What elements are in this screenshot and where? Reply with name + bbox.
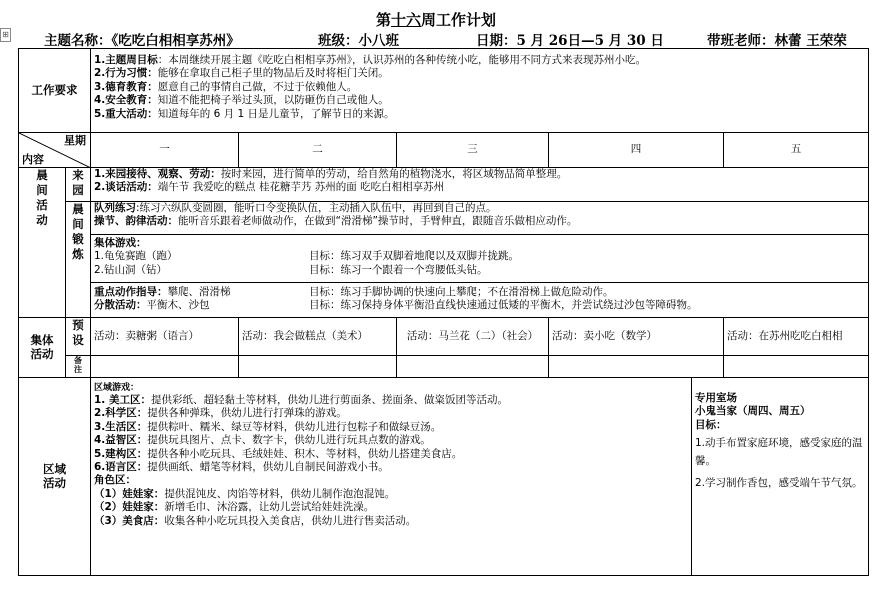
work-requirements-row bbox=[19, 49, 869, 133]
drill-item: 队列练习:练习六纵队变圆圈，能听口令变换队伍，主动插入队伍中，再回到自己的点。 bbox=[94, 202, 497, 214]
area-activity-row bbox=[19, 378, 869, 576]
work-req-content bbox=[91, 49, 869, 133]
arrival-label: 来园 bbox=[66, 168, 91, 202]
activity-tue: 活动：我会做糕点（美术） bbox=[239, 318, 397, 356]
roles-head: 角色区： bbox=[94, 474, 136, 487]
area-activity-label: 区域活动 bbox=[19, 378, 91, 576]
class-name: 班级：小八班 bbox=[318, 33, 399, 49]
work-req-label: 工作要求 bbox=[19, 49, 91, 133]
arrival-content bbox=[91, 168, 869, 202]
theme-name: 主题名称：《吃吃白相相享苏州》 bbox=[44, 33, 240, 49]
days-header-row bbox=[19, 133, 869, 168]
drill-row bbox=[19, 202, 869, 235]
role-item: （1）娃娃家：提供混饨皮、肉馅等材料，供幼儿制作泡泡混饨。 bbox=[94, 487, 396, 500]
special-room-title: 专用室场 bbox=[695, 392, 737, 404]
content-label: 内容 bbox=[22, 152, 44, 166]
activity-thu: 活动：卖小吃（数学） bbox=[549, 318, 724, 356]
day-content-diagonal-cell bbox=[19, 133, 91, 168]
role-item: （2）娃娃家：新增毛巾、沐浴露，让幼儿尝试给娃娃洗澡。 bbox=[94, 501, 375, 514]
group-games-row bbox=[19, 235, 869, 283]
special-room-name: 小鬼当家（周四、周五） bbox=[695, 405, 811, 418]
group-game-item: 2.钻山洞（钻） 目标：练习一个跟着一个弯腰低头钻。 bbox=[94, 263, 488, 276]
key-guide-item: 重点动作指导：攀爬、滑滑梯 目标：练习手脚协调的快速向上攀爬；不在滑滑梯上做危险动作。 bbox=[94, 286, 614, 298]
exercise-label: 晨间锻炼 bbox=[66, 202, 91, 318]
rhythm-item: 操节、韵律活动：能听音乐跟着老师做动作，在做到“滑滑梯”操节时，手臂伸直，跟随音乐做相应动作。 bbox=[94, 215, 578, 228]
morning-label: 晨间活动 bbox=[19, 168, 66, 318]
zone-item: 1. 美工区：提供彩纸、超轻黏土等材料，供幼儿进行剪面条、搓面条、做粢饭团等活动。 bbox=[94, 394, 508, 406]
note-label: 备注 bbox=[66, 356, 91, 378]
activity-wed: 活动：马兰花（二）（社会） bbox=[397, 318, 549, 356]
special-room-goal: 2.学习制作香包，感受端午节气氛。 bbox=[695, 477, 863, 490]
day-header-wed: 三 bbox=[397, 133, 549, 168]
table-anchor-icon[interactable]: ⊞ bbox=[0, 28, 11, 42]
key-guide-row bbox=[19, 283, 869, 318]
special-room-content bbox=[692, 378, 869, 576]
zone-item: 6.语言区：提供画纸、蜡笔等材料，供幼儿自制民间游戏小书。 bbox=[94, 461, 389, 474]
key-guide-content bbox=[91, 283, 869, 318]
work-req-item: 2.行为习惯：能够在拿取自己柜子里的物品后及时将柜门关闭。 bbox=[94, 67, 389, 80]
note-tue bbox=[239, 356, 397, 378]
role-item: （3）美食店：收集各种小吃玩具投入美食店，供幼儿进行售卖活动。 bbox=[94, 514, 417, 527]
day-header-mon: 一 bbox=[91, 133, 239, 168]
zone-item: 5.建构区：提供各种小吃玩具、毛绒娃娃、积木、等材料，供幼儿搭建美食店。 bbox=[94, 447, 463, 460]
special-room-goal-label: 目标： bbox=[695, 418, 727, 431]
area-games-head: 区域游戏： bbox=[94, 383, 140, 393]
zone-item: 2.科学区：提供各种弹珠，供幼儿进行打弹珠的游戏。 bbox=[94, 407, 347, 420]
preset-label: 预设 bbox=[66, 318, 91, 356]
dispersed-item: 分散活动：平衡木、沙包 目标：练习保持身体平衡沿直线快速通过低矮的平衡木，并尝试绕过沙包等障碍物。 bbox=[94, 299, 698, 312]
week-number: 十六 bbox=[390, 11, 421, 29]
area-games-content bbox=[91, 378, 692, 576]
note-row bbox=[19, 356, 869, 378]
note-fri bbox=[724, 356, 869, 378]
day-label: 星期 bbox=[64, 134, 86, 147]
work-req-item: 4.安全教育：知道不能把椅子举过头顶，以防砸伤自己或他人。 bbox=[94, 94, 389, 107]
zone-item: 4.益智区：提供玩具图片、点卡、数字卡，供幼儿进行玩具点数的游戏。 bbox=[94, 434, 431, 447]
day-header-tue: 二 bbox=[239, 133, 397, 168]
weekly-plan-table bbox=[18, 48, 869, 576]
group-games-head: 集体游戏： bbox=[94, 237, 147, 249]
group-games-content bbox=[91, 235, 869, 283]
arrival-row bbox=[19, 168, 869, 202]
activity-mon: 活动：卖糖粥（语言） bbox=[91, 318, 239, 356]
arrival-item: 1.来园接待、观察、劳动：按时来园，进行简单的劳动，给自然角的植物浇水，将区域物品简单整理。 bbox=[94, 168, 568, 180]
activity-fri: 活动：在苏州吃吃白相相 bbox=[724, 318, 869, 356]
zone-item: 3.生活区：提供粽叶、糯米、绿豆等材料，供幼儿进行包粽子和做绿豆汤。 bbox=[94, 420, 442, 433]
date-range: 日期：5 月 26日—5 月 30 日 bbox=[476, 33, 664, 49]
group-game-item: 1.龟兔赛跑（跑） 目标：练习双手双脚着地爬以及双脚并拢跳。 bbox=[94, 250, 519, 263]
work-req-item: 5.重大活动：知道每年的 6 月 1 日是儿童节，了解节日的来源。 bbox=[94, 107, 395, 120]
group-activity-row bbox=[19, 318, 869, 356]
note-mon bbox=[91, 356, 239, 378]
work-req-item: 3.德育教育：愿意自己的事情自己做，不过于依赖他人。 bbox=[94, 80, 358, 93]
arrival-item: 2.谈话活动：端午节 我爱吃的糕点 桂花糖芋艿 苏州的面 吃吃白相相享苏州 bbox=[94, 181, 445, 194]
work-req-item: 1.主题周目标：本周继续开展主题《吃吃白相相享苏州》，认识苏州的各种传统小吃，能够用不同方式来表现苏州小吃。 bbox=[94, 54, 647, 66]
special-room-goal: 1.动手布置家庭环境，感受家庭的温馨。 bbox=[695, 437, 863, 468]
group-activity-label: 集体活动 bbox=[19, 318, 66, 378]
day-header-fri: 五 bbox=[724, 133, 869, 168]
drill-content bbox=[91, 202, 869, 235]
note-wed bbox=[397, 356, 549, 378]
note-thu bbox=[549, 356, 724, 378]
page-title: 第十六周工作计划 bbox=[375, 11, 497, 29]
teachers: 带班老师：林蕾 王荣荣 bbox=[707, 33, 847, 49]
day-header-thu: 四 bbox=[549, 133, 724, 168]
